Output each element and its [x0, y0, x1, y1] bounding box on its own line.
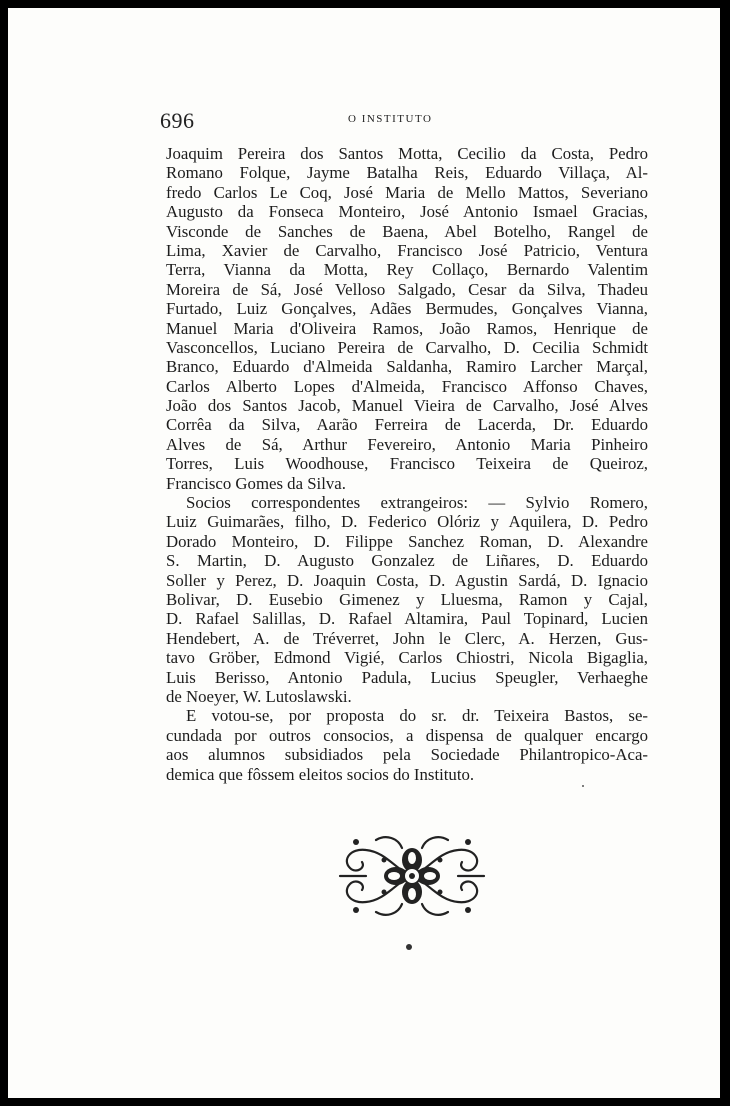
text-line: Luis Berisso, Antonio Padula, Lucius Speugler, Verhaeghe	[166, 667, 648, 687]
text-line: Corrêa da Silva, Aarão Ferreira de Lacerda, Dr. Eduardo	[166, 415, 648, 435]
text-line: Luiz Guimarães, filho, D. Federico Olóriz y Aquilera, D. Pedro	[166, 512, 648, 532]
text-line: demica que fôssem eleitos socios do Instituto.	[166, 764, 475, 784]
text-line: Socios correspondentes extrangeiros: — Sylvio Romero,	[186, 493, 648, 513]
text-line: de Noeyer, W. Lutoslawski.	[166, 686, 352, 706]
text-line: Lima, Xavier de Carvalho, Francisco José Patricio, Ventura	[166, 240, 648, 260]
decorative-dot	[406, 944, 412, 950]
text-line: cundada por outros consocios, a dispensa de qualquer encargo	[166, 725, 648, 745]
text-line: tavo Gröber, Edmond Vigié, Carlos Chiostri, Nicola Bigaglia,	[166, 648, 648, 668]
text-line: Joaquim Pereira dos Santos Motta, Cecilio da Costa, Pedro	[166, 144, 648, 163]
running-title: O INSTITUTO	[348, 113, 433, 125]
text-line: E votou-se, por proposta do sr. dr. Teixeira Bastos, se-	[186, 706, 648, 726]
text-line: Romano Folque, Jayme Batalha Reis, Eduardo Villaça, Al-	[166, 163, 648, 183]
text-line: Francisco Gomes da Silva.	[166, 473, 346, 493]
body-text	[166, 144, 648, 784]
text-line: Visconde de Sanches de Baena, Abel Botelho, Rangel de	[166, 221, 648, 241]
text-line: S. Martin, D. Augusto Gonzalez de Liñares, D. Eduardo	[166, 551, 648, 571]
text-line: Soller y Perez, D. Joaquin Costa, D. Agustin Sardá, D. Ignacio	[166, 570, 648, 590]
book-page	[8, 8, 720, 1098]
text-line: Augusto da Fonseca Monteiro, José Antonio Ismael Gracias,	[166, 202, 648, 222]
paper-speck	[582, 785, 584, 787]
text-line: João dos Santos Jacob, Manuel Vieira de Carvalho, José Alves	[166, 396, 648, 416]
text-line: Manuel Maria d'Oliveira Ramos, João Ramos, Henrique de	[166, 318, 648, 338]
text-line: Hendebert, A. de Tréverret, John le Clerc, A. Herzen, Gus-	[166, 628, 648, 648]
page-header	[160, 108, 660, 132]
text-line: Moreira de Sá, José Velloso Salgado, Cesar da Silva, Thadeu	[166, 279, 648, 299]
text-line: Carlos Alberto Lopes d'Almeida, Francisco Affonso Chaves,	[166, 376, 648, 396]
text-line: Alves de Sá, Arthur Fevereiro, Antonio Maria Pinheiro	[166, 434, 648, 454]
text-line: fredo Carlos Le Coq, José Maria de Mello Mattos, Severiano	[166, 182, 648, 202]
text-line: Torres, Luis Woodhouse, Francisco Teixeira de Queiroz,	[166, 454, 648, 474]
text-line: Furtado, Luiz Gonçalves, Adães Bermudes, Gonçalves Vianna,	[166, 299, 648, 319]
text-line: Branco, Eduardo d'Almeida Saldanha, Ramiro Larcher Marçal,	[166, 357, 648, 377]
text-line: Vasconcellos, Luciano Pereira de Carvalho, D. Cecilia Schmidt	[166, 337, 648, 357]
page-number: 696	[160, 108, 195, 133]
text-line: D. Rafael Salillas, D. Rafael Altamira, Paul Topinard, Lucien	[166, 609, 648, 629]
text-line: aos alumnos subsidiados pela Sociedade Philantropico-Aca-	[166, 745, 648, 765]
text-line: Dorado Monteiro, D. Filippe Sanchez Roman, D. Alexandre	[166, 531, 648, 551]
text-line: Terra, Vianna da Motta, Rey Collaço, Bernardo Valentim	[166, 260, 648, 280]
floral-ornament-icon	[336, 830, 488, 922]
text-line: Bolivar, D. Eusebio Gimenez y Lluesma, Ramon y Cajal,	[166, 589, 648, 609]
